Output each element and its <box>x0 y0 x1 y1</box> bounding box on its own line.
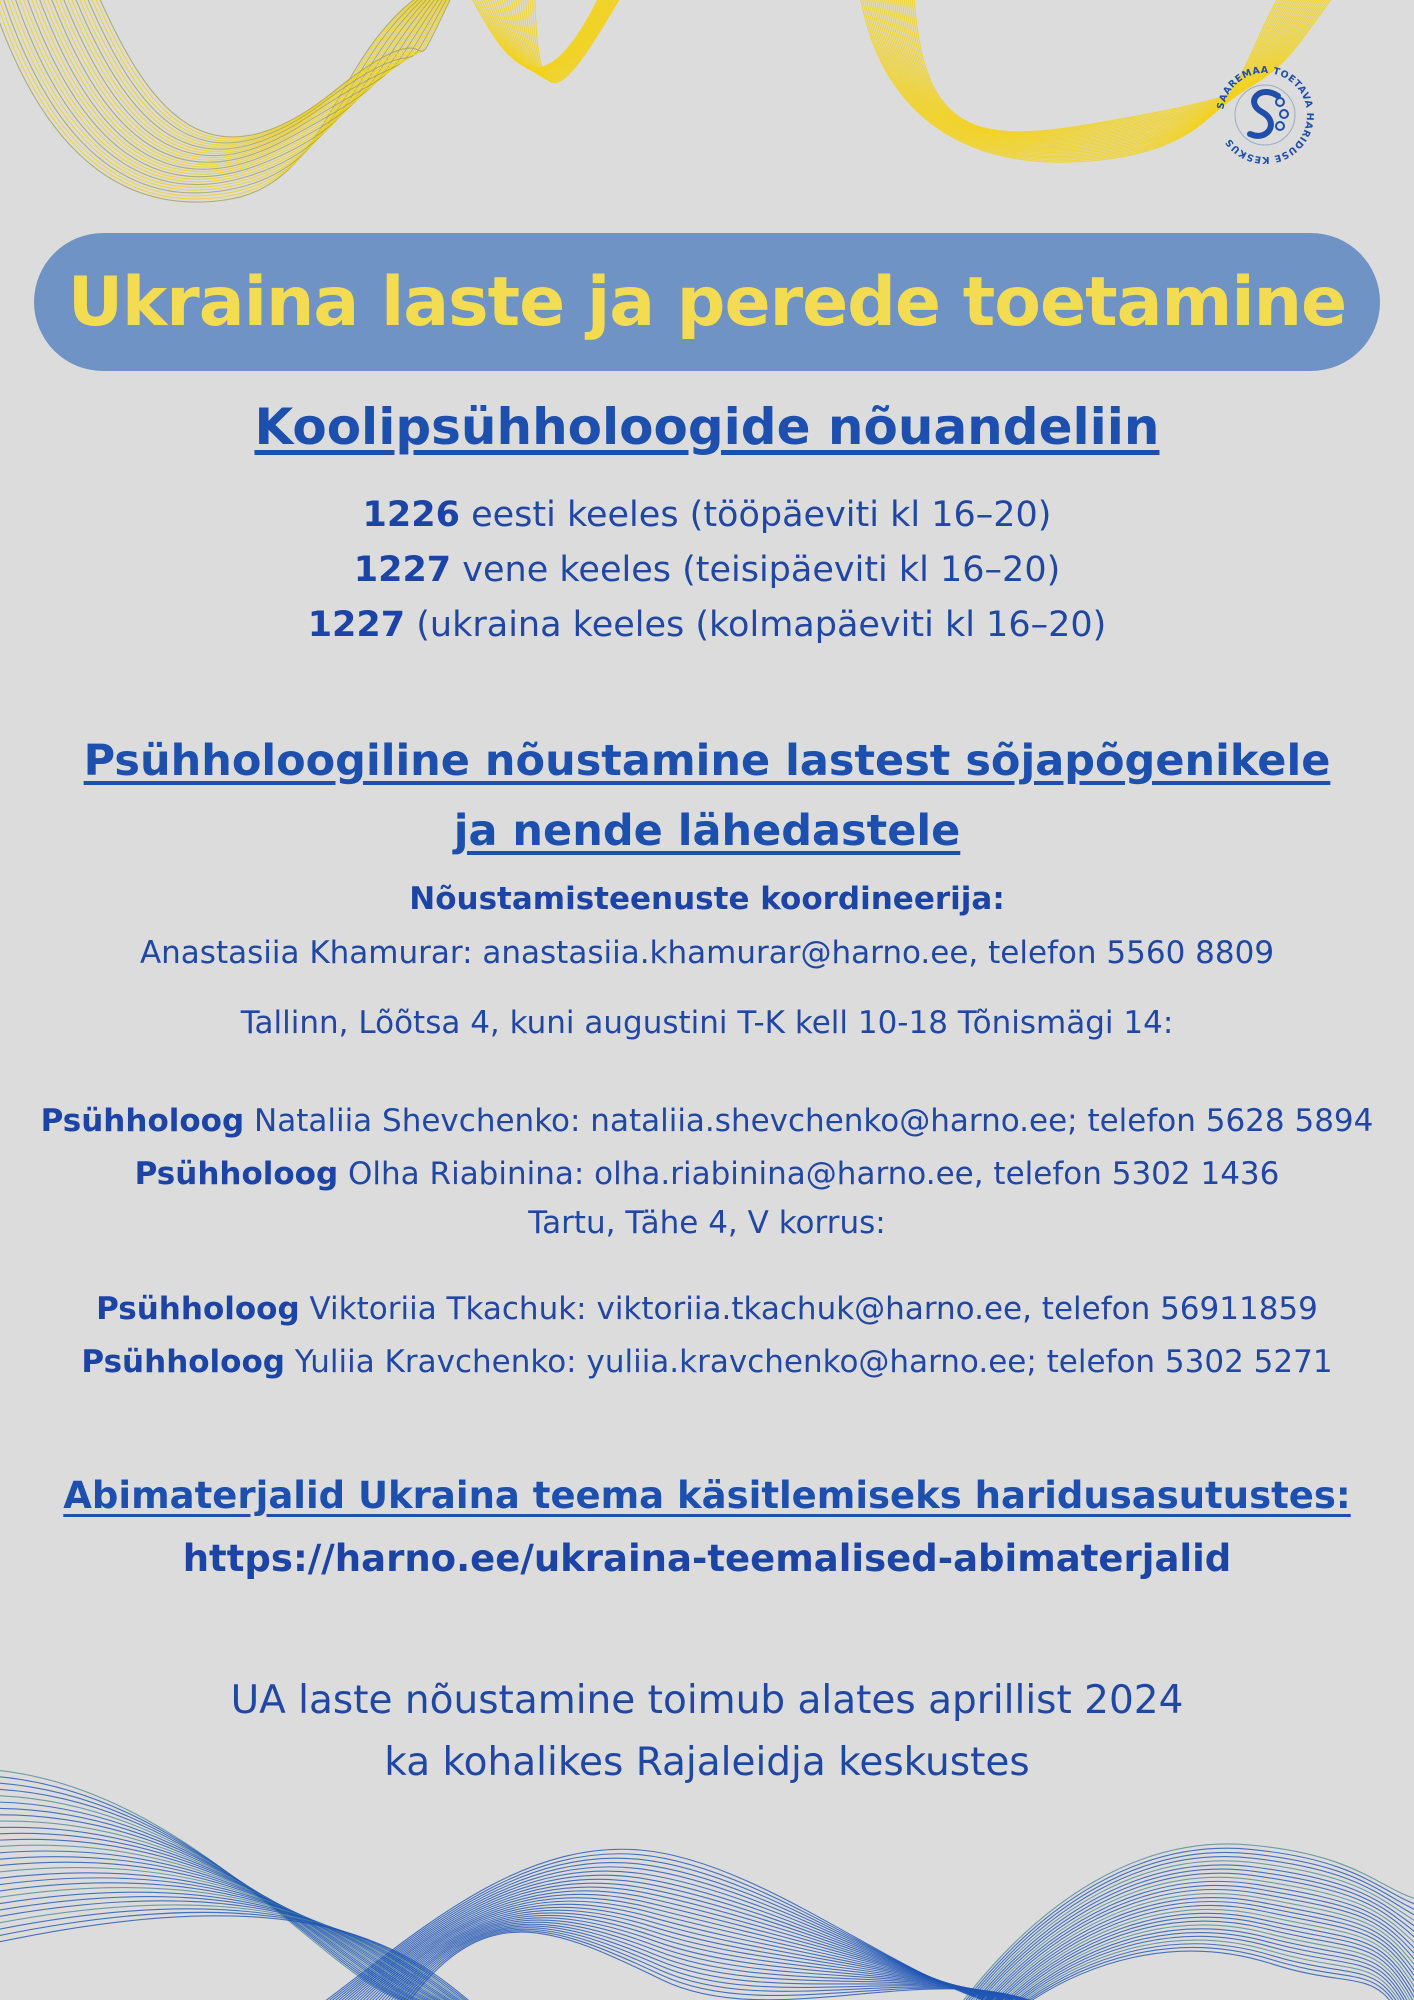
hotline-line: 1227 (ukraina keeles (kolmapäeviti kl 16–20) <box>307 605 1107 645</box>
materials-heading: Abimaterjalid Ukraina teema käsitlemiseks haridusasutustes: <box>63 1474 1351 1517</box>
psychologist-row: Psühholoog Olha Riabinina: olha.riabinina@harno.ee, telefon 5302 1436 <box>134 1156 1280 1192</box>
title-banner <box>34 233 1380 371</box>
hotline-heading: Koolipsühholoogide nõuandeliin <box>254 398 1160 456</box>
psychologist-row: Psühholoog Yuliia Kravchenko: yuliia.kravchenko@harno.ee; telefon 5302 5271 <box>81 1344 1333 1380</box>
footer-note: UA laste nõustamine toimub alates aprillist 2024 ka kohalikes Rajaleidja keskustes <box>230 1678 1184 1785</box>
coordinator-info: Anastasiia Khamurar: anastasiia.khamurar@harno.ee, telefon 5560 8809 <box>139 935 1275 971</box>
saaremaa-logo <box>1212 62 1318 168</box>
materials-link[interactable]: https://harno.ee/ukraina-teemalised-abimaterjalid <box>182 1537 1232 1580</box>
hotline-line: 1226 eesti keeles (tööpäeviti kl 16–20) <box>362 495 1052 535</box>
page-title: Ukraina laste ja perede toetamine <box>67 262 1347 342</box>
materials-section <box>0 1464 1414 1590</box>
bottom-blue-waves <box>0 1770 1414 2000</box>
tartu-location: Tartu, Tähe 4, V korrus: <box>528 1205 886 1241</box>
counseling-heading: Psühholoogiline nõustamine lastest sõjapõgenikele ja nende lähedastele <box>83 736 1331 856</box>
tallinn-psychologists <box>0 1095 1414 1201</box>
tartu-psychologists <box>0 1283 1414 1389</box>
coordinator-label: Nõustamisteenuste koordineerija: <box>409 881 1005 917</box>
hotline-list <box>0 488 1414 653</box>
top-yellow-waves <box>0 0 1334 202</box>
psychologist-row: Psühholoog Viktoriia Tkachuk: viktoriia.tkachuk@harno.ee, telefon 56911859 <box>96 1291 1318 1327</box>
hotline-line: 1227 vene keeles (teisipäeviti kl 16–20) <box>353 550 1061 590</box>
psychologist-row: Psühholoog Nataliia Shevchenko: nataliia.shevchenko@harno.ee; telefon 5628 5894 <box>40 1103 1374 1139</box>
hotline-section <box>0 398 1414 456</box>
svg-text:SAAREMAA TOETAVA HARIDUSE KESK: SAAREMAA TOETAVA HARIDUSE KESKUS <box>1215 64 1316 166</box>
tallinn-location: Tallinn, Lõõtsa 4, kuni augustini T-K kell 10-18 Tõnismägi 14: <box>240 1005 1174 1041</box>
